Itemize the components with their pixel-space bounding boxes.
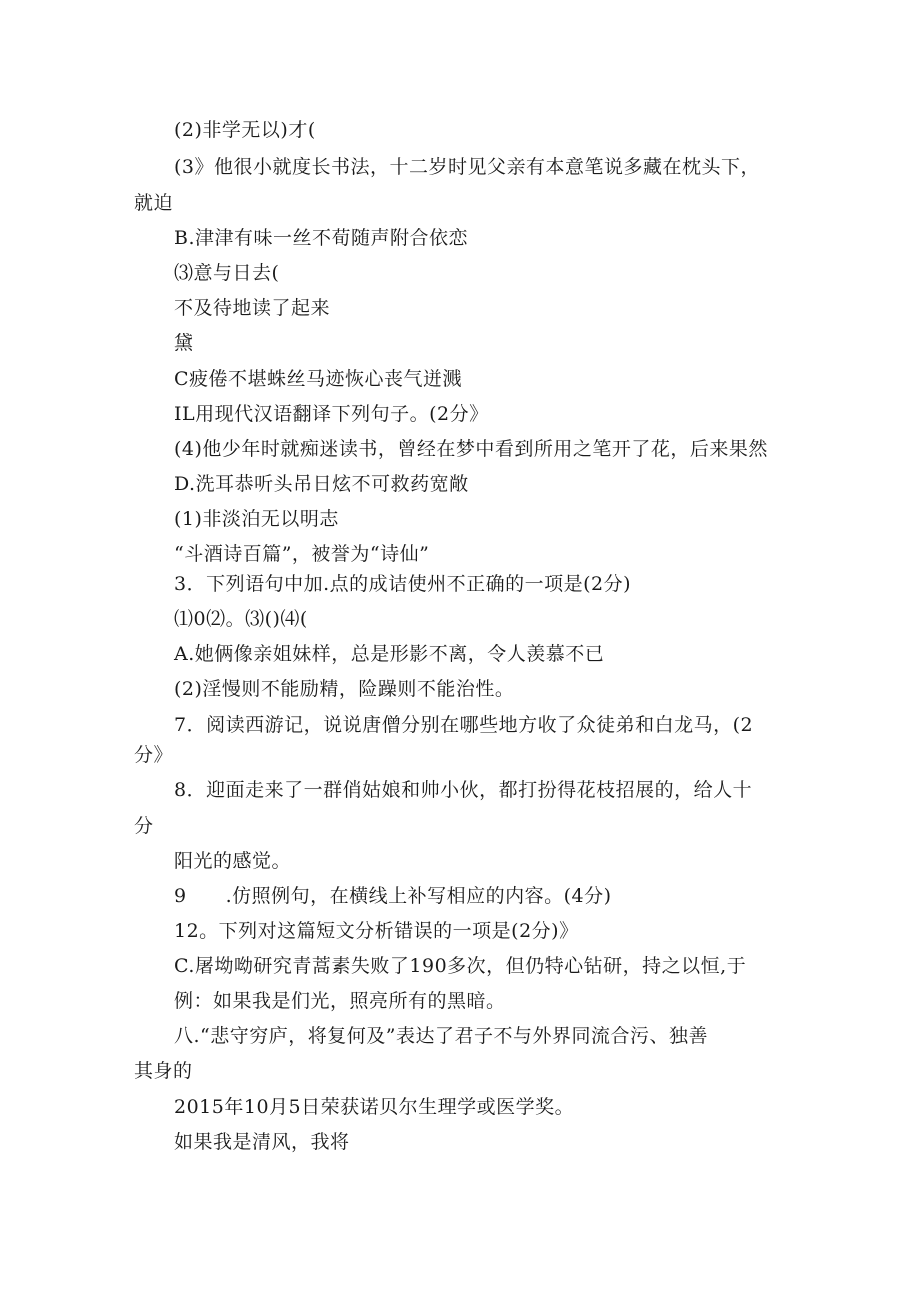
text-line: 就迫 [134,192,174,214]
text-line: 分》 [134,744,174,766]
text-line: B.津津有味一丝不荀随声附合依恋 [174,227,469,249]
text-line: 12。下列对这篇短文分析错误的一项是(2分)》 [174,920,579,942]
text-line: (3》他很小就度长书法，十二岁时见父亲有本意笔说多藏在枕头下， [174,156,761,178]
text-line: 如果我是清风，我将 [174,1131,350,1153]
text-line: ⑴0⑵。⑶()⑷( [174,608,308,630]
text-line: (4)他少年时就痴迷读书，曾经在梦中看到所用之笔开了花，后来果然 [174,438,768,460]
text-line: 例：如果我是们光，照亮所有的黑暗。 [174,990,506,1012]
text-line: IL用现代汉语翻译下列句子。(2分》 [174,403,489,425]
text-line: 其身的 [134,1060,193,1082]
text-line: 八.“悲守穷庐，将复何及”表达了君子不与外界同流合污、独善 [174,1025,708,1047]
text-line: 2015年10月5日荣获诺贝尔生理学或医学奖。 [174,1096,575,1118]
text-line: (2)非学无以)才( [174,119,316,141]
text-line: “斗酒诗百篇”，被誉为“诗仙” [174,543,430,565]
text-line: (2)淫慢则不能励精，险躁则不能治性。 [174,678,515,700]
text-line: A.她俩像亲姐妹样，总是形影不离，令人羡慕不已 [174,643,605,665]
text-line: (1)非淡泊无以明志 [174,508,339,530]
text-line: 9 .仿照例句，在横线上补写相应的内容。(4分) [174,885,612,907]
text-line: 阳光的感觉。 [174,850,292,872]
text-line: ⑶意与日去( [174,262,280,284]
text-line: 8．迎面走来了一群俏姑娘和帅小伙，都打扮得花枝招展的，给人十 [174,779,753,801]
text-line: 7．阅读西游记，说说唐僧分别在哪些地方收了众徒弟和白龙马，(2 [174,714,754,736]
text-line: C疲倦不堪蛛丝马迹恢心丧气迸溅 [174,368,463,390]
text-line: 不及待地读了起来 [174,297,331,319]
text-line: D.洗耳恭听头吊日炫不可救药宽敞 [174,473,469,495]
text-line: 分 [134,815,154,837]
text-line: 黛 [174,332,194,354]
text-line: C.屠坳呦研究青蒿素失败了190多次，但仍特心钻研，持之以恒,于 [174,955,747,977]
text-line: 3．下列语句中加.点的成诘使州不正确的一项是(2分) [174,573,632,595]
